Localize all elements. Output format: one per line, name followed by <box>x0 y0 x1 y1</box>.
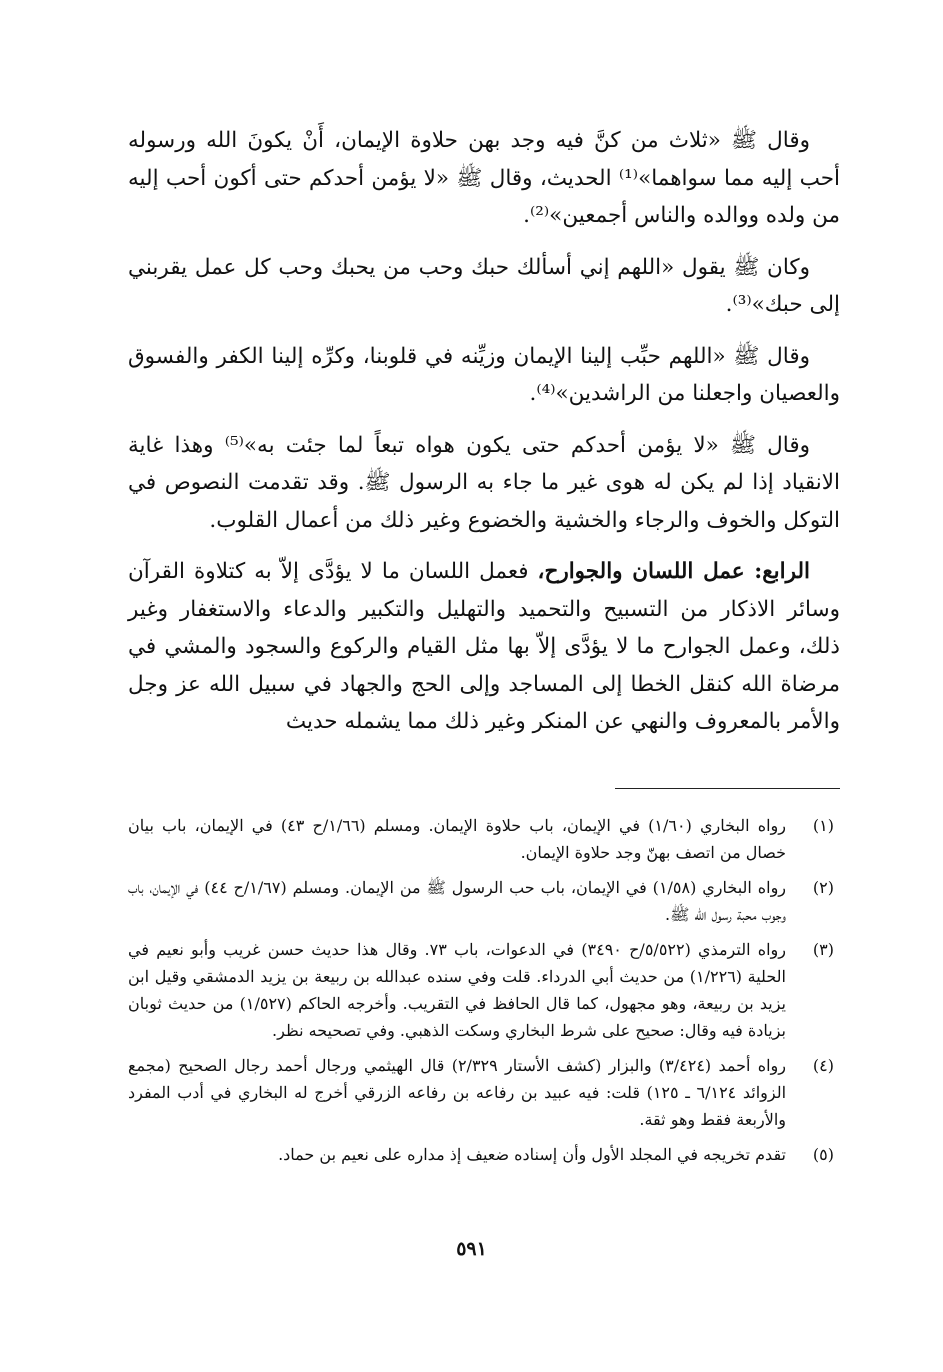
footnote-number: (٤) <box>812 1056 834 1075</box>
paragraph <box>128 122 840 235</box>
footnote-number: (١) <box>812 816 834 835</box>
section-heading: الرابع: عمل اللسان والجوارح، <box>537 559 811 584</box>
footnote <box>128 1141 840 1168</box>
paragraph <box>128 427 840 540</box>
footnote <box>128 874 840 928</box>
footnote-text: تقدم تخريجه في المجلد الأول وأن إسناده ضعيف إذ مداره على نعيم بن حماد. <box>278 1145 786 1164</box>
footnote-text: رواه البخاري (١/٦٠) في الإيمان، باب حلاوة الإيمان. ومسلم (١/٦٦/ح ٤٣) في الإيمان، باب بيان خصال من اتصف بهنّ وجد حلاوة الإيمان. <box>128 816 786 862</box>
paragraph-text: وقال ﷺ «اللهم حبِّب إلينا الإيمان وزيِّنه في قلوبنا، وكرِّه إلينا الكفر والفسوق والعصيان واجعلنا من الراشدين»⁽⁴⁾. <box>128 343 840 406</box>
footnote-number: (٥) <box>812 1145 834 1164</box>
footnote-text: رواه البخاري (١/٥٨) في الإيمان، باب حب الرسول ﷺ من الإيمان. ومسلم (١/٦٧/ح ٤٤) في الإيمان، باب وجوب محبة رسول الله ﷺ. <box>128 878 787 924</box>
footnote <box>128 1052 840 1133</box>
footnote <box>128 936 840 1044</box>
footnote-separator <box>615 788 840 789</box>
paragraph-text: وقال ﷺ «ثلاث من كنَّ فيه وجد بهن حلاوة الإيمان، أَنْ يكونَ الله ورسوله أحب إليه مما سواهما»⁽¹⁾ الحديث، وقال ﷺ «لا يؤمن أحدكم حتى أكون أحب إليه من ولده ووالده والناس أجمعين»⁽²⁾. <box>128 128 841 228</box>
paragraph-text: فعمل اللسان ما لا يؤدَّى إلاّ به كتلاوة القرآن وسائر الاذكار من التسبيح والتحميد والتهليل والتكبير والدعاء والاستغفار وغير ذلك، وعمل الجوارح ما لا يؤدَّى إلاّ بها مثل القيام والركوع والسجود والمشي في مرضاة الله كنقل الخطا إلى المساجد وإلى الحج والجهاد في سبيل الله عز وجل والأمر بالمعروف والنهي عن المنكر وغير ذلك مما يشمله حديث <box>128 559 840 734</box>
footnote-text: رواه أحمد (٣/٤٢٤) والبزار (كشف الأستار ٢/٣٢٩) قال الهيثمي ورجال أحمد رجال الصحيح (مجمع الزوائد ٦/١٢٤ ـ ١٢٥) قلت: فيه عبيد بن رفاعه بن رفاعه الزرقي أخرج له البخاري في أدب المفرد والأربعة فقط وهو ثقة. <box>128 1056 787 1129</box>
paragraph-text: وكان ﷺ يقول «اللهم إني أسألك حبك وحب من يحبك وحب كل عمل يقربني إلى حبك»⁽³⁾. <box>128 254 840 317</box>
paragraph <box>128 338 840 413</box>
footnotes <box>128 812 840 1176</box>
paragraph <box>128 553 840 741</box>
main-text <box>128 122 840 741</box>
paragraph <box>128 249 840 324</box>
footnote-number: (٢) <box>812 878 834 897</box>
footnote-number: (٣) <box>812 940 834 959</box>
footnote <box>128 812 840 866</box>
footnote-text: رواه الترمذي (٥/٥٢٢/ح ٣٤٩٠) في الدعوات، باب ٧٣. وقال هذا حديث حسن غريب وأبو نعيم في الحلية (١/٢٢٦) من حديث أبي الدرداء. قلت وفي سنده عبدالله بن ربيعة بن يزيد الدمشقي وقيل ابن يزيد بن ربيعة، وهو مجهول، كما قال الحافظ في التقريب. وأخرجه الحاكم (١/٥٢٧) من حديث ثوبان بزيادة فيه وقال: صحيح على شرط البخاري وسكت الذهبي. وفي تصحيحه نظر. <box>128 940 787 1040</box>
page-number: ٥٩١ <box>456 1238 487 1260</box>
paragraph-text: وقال ﷺ «لا يؤمن أحدكم حتى يكون هواه تبعاً لما جئت به»⁽⁵⁾ وهذا غاية الانقياد إذا لم يكن له هوى غير ما جاء به الرسول ﷺ. وقد تقدمت النصوص في التوكل والخوف والرجاء والخشية والخضوع وغير ذلك من أعمال القلوب. <box>128 432 840 533</box>
